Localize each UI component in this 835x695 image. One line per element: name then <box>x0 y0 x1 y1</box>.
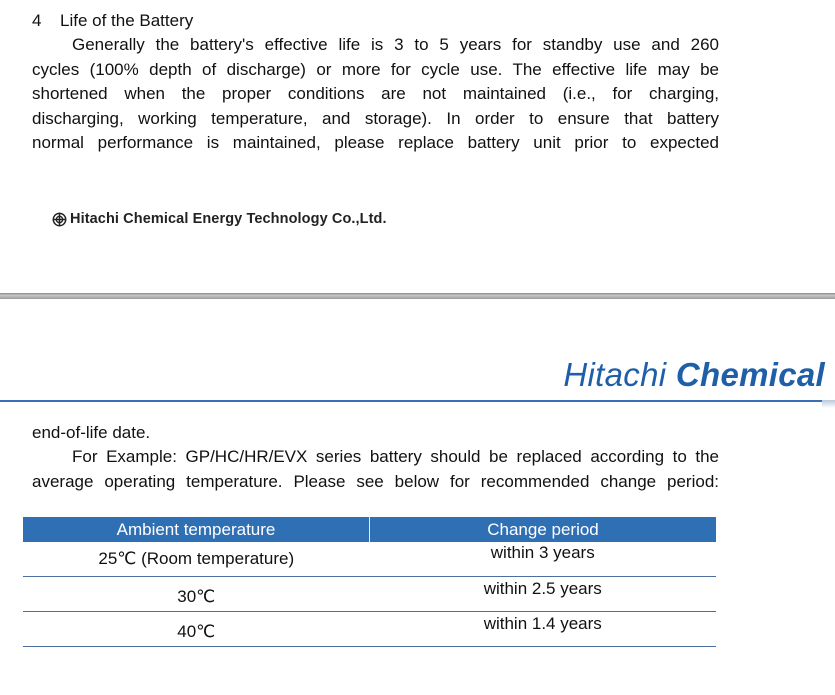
example-paragraph <box>32 445 719 494</box>
paragraph-line: For Example: GP/HC/HR/EVX series battery should be replaced according to the <box>72 447 719 466</box>
temperature-cell <box>23 542 370 577</box>
hitachi-mark-icon <box>52 212 67 227</box>
paragraph-line: shortened when the proper conditions are not maintained (i.e., for charging, <box>32 84 719 103</box>
period-value: within 3 years <box>490 543 595 562</box>
continuation-paragraph: end-of-life date. <box>32 423 151 442</box>
page-break-divider <box>0 293 835 299</box>
footer-company-name: Hitachi Chemical Energy Technology Co.,Ltd. <box>70 211 387 227</box>
header-rule-tail <box>822 400 835 408</box>
table-header-row <box>23 517 716 542</box>
paragraph-line: cycles (100% depth of discharge) or more for cycle use. The effective life may be <box>32 59 719 79</box>
column-header-period: Change period <box>370 517 717 542</box>
section-heading <box>32 10 193 32</box>
column-header-temperature: Ambient temperature <box>23 517 370 542</box>
paragraph-line: normal performance is maintained, please replace battery unit prior to expected <box>32 133 719 152</box>
paragraph-line: discharging, working temperature, and storage). In order to ensure that battery <box>32 108 719 128</box>
section-number: 4 <box>32 11 42 30</box>
period-cell <box>370 577 717 612</box>
temperature-value: 25℃ (Room temperature) <box>98 549 295 568</box>
paragraph-line: Generally the battery's effective life is 3 to 5 years for standby use and 260 <box>72 35 719 54</box>
table-row <box>23 577 716 612</box>
temperature-cell <box>23 612 370 647</box>
brand-part1: Hitachi <box>563 356 667 393</box>
period-cell <box>370 612 717 647</box>
temperature-value: 40℃ <box>177 622 216 641</box>
period-value: within 1.4 years <box>483 614 602 633</box>
footer-company <box>52 211 387 227</box>
battery-life-paragraph <box>32 33 719 156</box>
temperature-cell <box>23 577 370 612</box>
table-row <box>23 612 716 647</box>
period-value: within 2.5 years <box>483 579 602 598</box>
brand-part2: Chemical <box>675 356 825 393</box>
table-row <box>23 542 716 577</box>
hitachi-chemical-logo <box>563 356 825 394</box>
paragraph-line: average operating temperature. Please see below for recommended change period: <box>32 471 719 491</box>
header-rule <box>0 400 822 402</box>
period-cell <box>370 542 717 577</box>
section-title: Life of the Battery <box>60 11 194 30</box>
temperature-value: 30℃ <box>177 587 216 606</box>
change-period-table <box>23 517 716 647</box>
